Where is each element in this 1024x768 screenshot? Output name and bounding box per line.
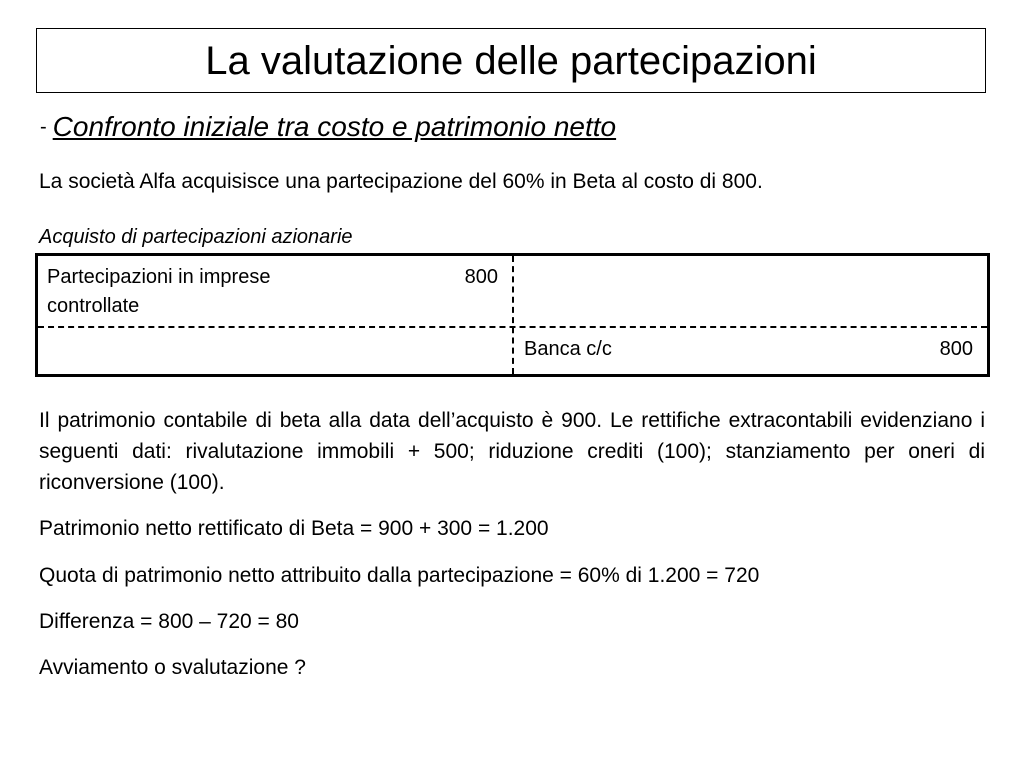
ledger-column-divider (512, 256, 514, 374)
page-title: La valutazione delle partecipazioni (205, 38, 817, 83)
ledger-caption: Acquisto di partecipazioni azionarie (39, 226, 353, 248)
calc-line-adjusted-equity: Patrimonio netto rettificato di Beta = 900 + 300 = 1.200 (39, 517, 549, 540)
calc-line-difference: Differenza = 800 – 720 = 80 (39, 610, 299, 633)
ledger-row-divider (38, 326, 987, 328)
debit-account: Partecipazioni in imprese controllate (47, 266, 271, 317)
calc-line-question: Avviamento o svalutazione ? (39, 656, 306, 679)
credit-amount: 800 (939, 338, 973, 360)
calc-line-equity-share: Quota di patrimonio netto attribuito dalla partecipazione = 60% di 1.200 = 720 (39, 564, 760, 587)
section-subtitle (40, 110, 616, 144)
title-box (36, 28, 986, 93)
intro-text: La società Alfa acquisisce una partecipazione del 60% in Beta al costo di 800. (39, 170, 763, 193)
subtitle-text: Confronto iniziale tra costo e patrimonio netto (52, 111, 617, 142)
debit-amount: 800 (464, 266, 498, 288)
body-paragraph: Il patrimonio contabile di beta alla data dell’acquisto è 900. Le rettifiche extracontabili evidenziano i seguenti dati: rivalutazione immobili + 500; riduzione crediti (100); stanziamento per oneri di riconversione (100). (39, 409, 985, 494)
credit-account: Banca c/c (524, 338, 612, 360)
subtitle-bullet: - (40, 116, 47, 138)
journal-entry-table (35, 253, 990, 377)
